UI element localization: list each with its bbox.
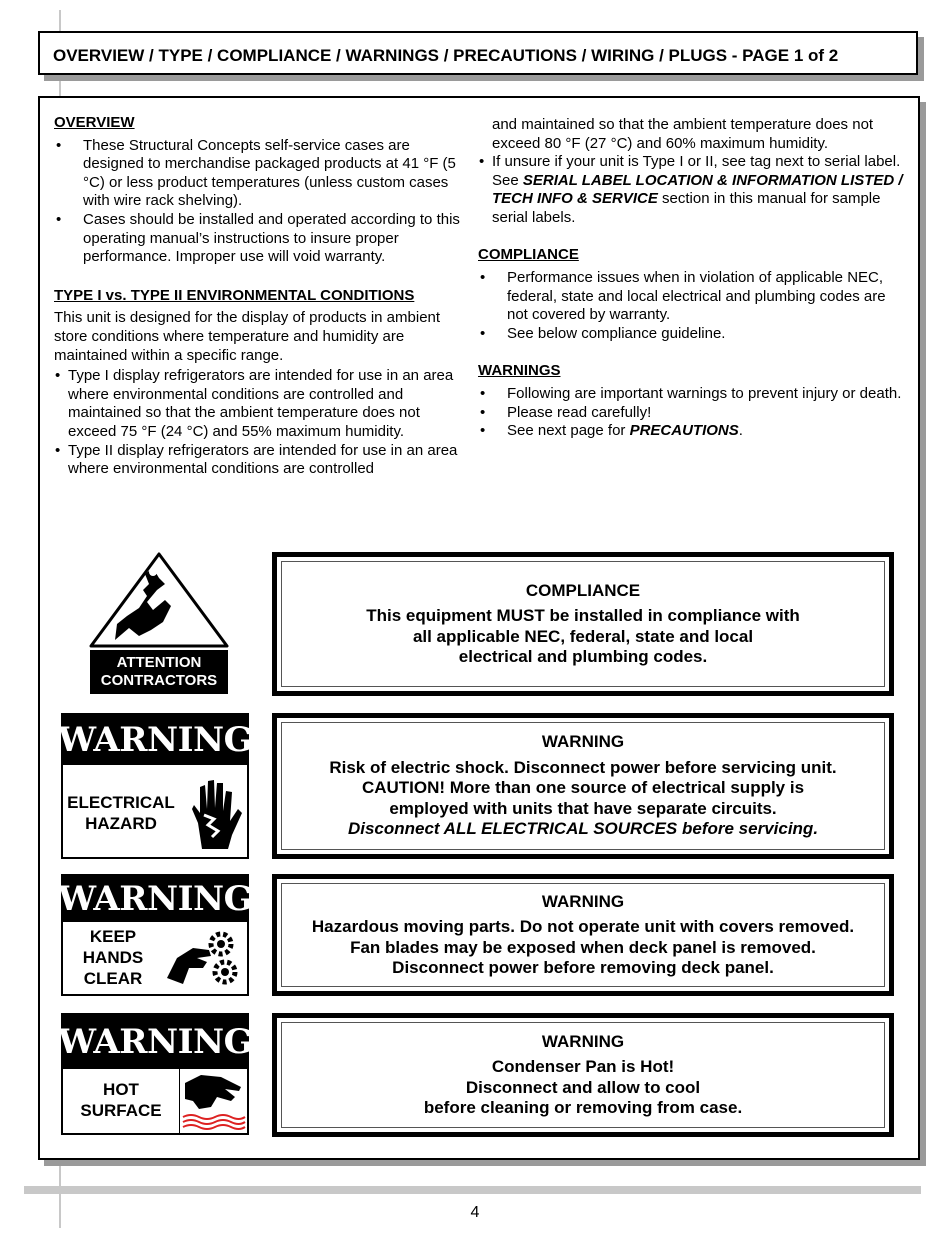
header-box <box>38 31 918 75</box>
compliance-heading: COMPLIANCE <box>478 245 579 263</box>
sign-title: WARNING <box>541 891 625 911</box>
electrical-hazard-sign <box>57 713 253 859</box>
overview-list <box>54 137 464 267</box>
attention-label <box>90 650 228 694</box>
electrical-warning-sign <box>272 713 894 859</box>
type-intro: This unit is designed for the display of products in ambient store conditions where temperature and humidity are maintained within a specific range. <box>54 309 441 364</box>
overview-heading: OVERVIEW <box>54 114 135 131</box>
list-item: • See below compliance guideline. <box>478 325 906 344</box>
compliance-sign <box>272 552 894 696</box>
type-list-continued <box>478 153 906 227</box>
attention-contractors-sign <box>87 550 231 689</box>
compliance-list <box>478 269 906 343</box>
sign-line: This equipment MUST be installed in compliance with <box>366 606 800 625</box>
hazard-label <box>67 792 175 834</box>
serial-label-reference: SERIAL LABEL LOCATION & INFORMATION LISTED / TECH INFO & SERVICE <box>492 171 903 208</box>
list-item: • Following are important warnings to prevent injury or death. <box>478 385 906 404</box>
hot-surface-sign <box>57 1013 253 1135</box>
sign-line: electrical and plumbing codes. <box>458 647 708 666</box>
warning-body <box>63 765 247 857</box>
sign-line: all applicable NEC, federal, state and local <box>412 626 754 646</box>
label-line: HAZARD <box>85 814 157 833</box>
moving-parts-warning-sign <box>272 874 894 996</box>
sign-line: Fan blades may be exposed when deck panel is removed. <box>350 937 816 957</box>
type-item2-continued: and maintained so that the ambient temperature does not exceed 80 °F (27 °C) and 60% maximum humidity. <box>492 116 874 152</box>
list-item: • Performance issues when in violation of applicable NEC, federal, state and local electrical and plumbing codes are not covered by warranty. <box>478 269 906 325</box>
hot-surface-warning-content <box>281 1022 885 1128</box>
sign-title: WARNING <box>541 732 625 752</box>
moving-parts-warning-content <box>281 883 885 987</box>
list-item: • Type II display refrigerators are intended for use in an area where environmental conditions are controlled <box>54 442 464 479</box>
type-heading: TYPE I vs. TYPE II ENVIRONMENTAL CONDITIONS <box>54 286 415 304</box>
hot-surface-hand-icon <box>181 1071 247 1131</box>
sign-line: Disconnect power before removing deck panel. <box>392 958 774 977</box>
main-content-box <box>38 96 920 1160</box>
label-line: CLEAR <box>83 969 143 988</box>
sign-line: employed with units that have separate circuits. <box>389 798 777 818</box>
hazard-label <box>67 1079 175 1121</box>
electric-hand-icon <box>188 773 244 853</box>
label-line: SURFACE <box>80 1101 162 1120</box>
label-line: ATTENTION <box>116 654 202 671</box>
right-column <box>478 116 906 441</box>
sign-line: Disconnect and allow to cool <box>465 1077 701 1097</box>
sign-title: COMPLIANCE <box>525 580 641 600</box>
warnings-heading: WARNINGS <box>478 361 561 379</box>
warning-banner: WARNING <box>63 715 247 765</box>
left-column <box>54 114 464 479</box>
sign-line: CAUTION! More than one source of electrical supply is <box>361 778 805 798</box>
electrical-warning-content <box>281 722 885 850</box>
hand-gears-icon <box>163 928 243 990</box>
precautions-reference: PRECAUTIONS <box>629 422 739 440</box>
footer-bar <box>24 1186 921 1194</box>
warning-body <box>63 1069 247 1133</box>
type-list <box>54 367 464 479</box>
text-span: See next page for <box>507 422 630 440</box>
text-span: . <box>738 422 743 440</box>
sign-line: Condenser Pan is Hot! <box>491 1057 675 1076</box>
list-item: • Cases should be installed and operated according to this operating manual’s instructions to insure proper performance. Improper use will void warranty. <box>54 211 464 267</box>
list-item <box>478 422 906 441</box>
warning-banner: WARNING <box>63 876 247 922</box>
label-line: ELECTRICAL <box>67 793 175 812</box>
compliance-sign-content <box>281 561 885 687</box>
keep-hands-clear-sign <box>57 874 253 996</box>
sign-line: before cleaning or removing from case. <box>423 1098 743 1117</box>
list-item: • Please read carefully! <box>478 404 906 423</box>
divider <box>179 1069 180 1133</box>
warning-body <box>63 922 247 994</box>
list-item: • Type I display refrigerators are intended for use in an area where environmental conditions are controlled and maintained so that the ambient temperature does not exceed 75 °F (24 °C) and 55% maximum humidity. <box>54 367 464 441</box>
page-number: 4 <box>470 1204 480 1221</box>
sign-line: Disconnect ALL ELECTRICAL SOURCES before servicing. <box>347 819 819 839</box>
list-item <box>478 153 906 227</box>
warning-banner: WARNING <box>63 1015 247 1069</box>
label-line: HANDS <box>82 948 144 967</box>
page-title: OVERVIEW / TYPE / COMPLIANCE / WARNINGS / PRECAUTIONS / WIRING / PLUGS - PAGE 1 of 2 <box>53 46 839 65</box>
sign-title: WARNING <box>541 1031 625 1051</box>
label-line: KEEP <box>89 927 137 946</box>
hot-surface-warning-sign <box>272 1013 894 1137</box>
label-line: HOT <box>103 1080 139 1099</box>
label-line: CONTRACTORS <box>100 672 218 689</box>
sign-line: Risk of electric shock. Disconnect power before servicing unit. <box>329 757 837 777</box>
hazard-label <box>71 926 155 989</box>
contractor-wrench-triangle-icon <box>87 550 231 650</box>
text-span: section in this manual for sample serial labels. <box>492 190 881 226</box>
sign-line: Hazardous moving parts. Do not operate unit with covers removed. <box>311 917 855 936</box>
list-item: • These Structural Concepts self-service cases are designed to merchandise packaged products at 41 °F (5 °C) or less product temperatures (unless custom cases with wire rack shelving). <box>54 137 464 211</box>
warnings-list <box>478 385 906 441</box>
text-span: If unsure if your unit is Type I or II, see tag next to serial label. See <box>492 153 901 189</box>
